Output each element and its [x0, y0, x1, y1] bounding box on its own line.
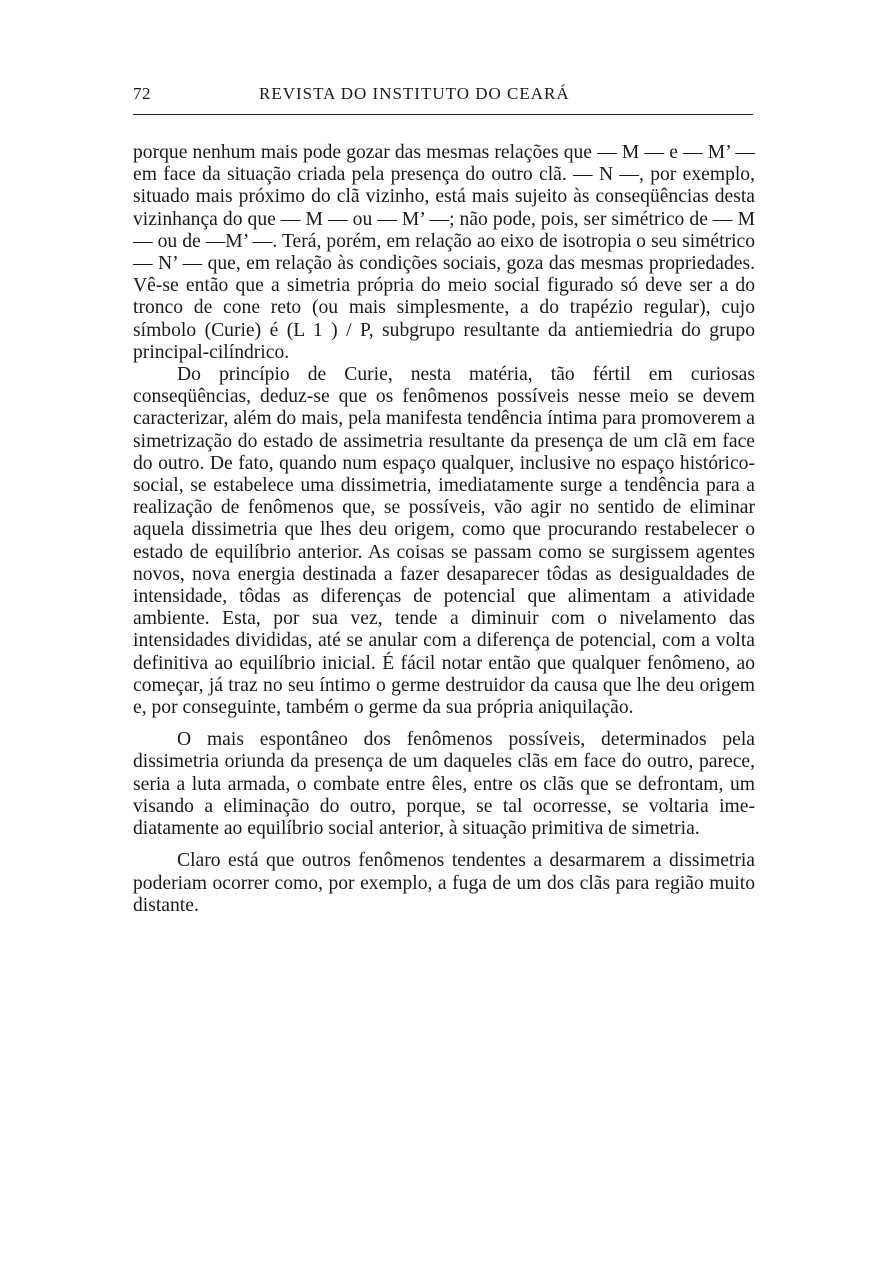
- paragraph: Claro está que outros fenômenos tendentes a desarmarem a dissimetria poderiam ocorrer como, por exemplo, a fuga de um dos clãs para região muito distante.: [133, 850, 755, 916]
- journal-title: REVISTA DO INSTITUTO DO CEARÁ: [259, 84, 570, 103]
- page-number: 72: [133, 84, 151, 103]
- body-text: [133, 142, 755, 917]
- paragraph: O mais espontâneo dos fenômenos possíveis, determinados pela dissimetria oriunda da presença de um daqueles clãs em face do outro, parece, seria a luta armada, o combate entre êles, entre os clãs que se defrontam, um visando a eliminação do outro, porque, se tal ocorresse, se voltaria imediatamente ao equilíbrio social anterior, à situação primitiva de simetria.: [133, 729, 755, 840]
- paragraph: Do princípio de Curie, nesta matéria, tão fértil em curiosas conseqüências, deduz-se que os fenômenos possíveis nesse meio se devem caracterizar, além do mais, pela manifesta tendência íntima para promoverem a simetrização do estado de assimetria resultante da presença de um clã em face do outro. De fato, quando num espaço qualquer, inclusive no espaço histórico-social, se estabelece uma dissimetria, imediatamente surge a tendência para a realização de fenômenos que, se possíveis, vão agir no sentido de eliminar aquela dissimetria que lhes deu origem, como que procurando restabelecer o estado de equilíbrio anterior. As coisas se passam como se surgissem agentes novos, nova energia destinada a fazer desaparecer tôdas as desigualdades de intensidade, tôdas as diferenças de potencial que alimentam a atividade ambiente. Esta, por sua vez, tende a diminuir com o nivelamento das intensidades divididas, até se anular com a diferença de potencial, com a volta definitiva ao equilíbrio inicial. É fácil notar então que qualquer fenômeno, ao começar, já traz no seu íntimo o germe destruidor da causa que lhe deu origem e, por conseguinte, também o germe da sua própria aniquilação.: [133, 364, 755, 719]
- header-rule: [133, 114, 753, 115]
- paragraph-continuation: porque nenhum mais pode gozar das mesmas relações que — M — e — M’ — em face da situação criada pela presença do outro clã. — N —, por exemplo, situado mais próximo do clã vizinho, está mais sujeito às conseqüências desta vizinhança do que — M — ou — M’ —; não pode, pois, ser simétrico de — M — ou de —M’ —. Terá, porém, em relação ao eixo de isotropia o seu simétrico — N’ — que, em relação às condições sociais, goza das mesmas propriedades. Vê-se então que a simetria própria do meio social figurado só deve ser a do tronco de cone reto (ou mais simplesmente, a do trapézio regular), cujo símbolo (Curie) é (L 1 ) / P, subgrupo resultante da antiemiedria do grupo principal-cilíndrico.: [133, 142, 755, 363]
- running-header: [133, 84, 753, 110]
